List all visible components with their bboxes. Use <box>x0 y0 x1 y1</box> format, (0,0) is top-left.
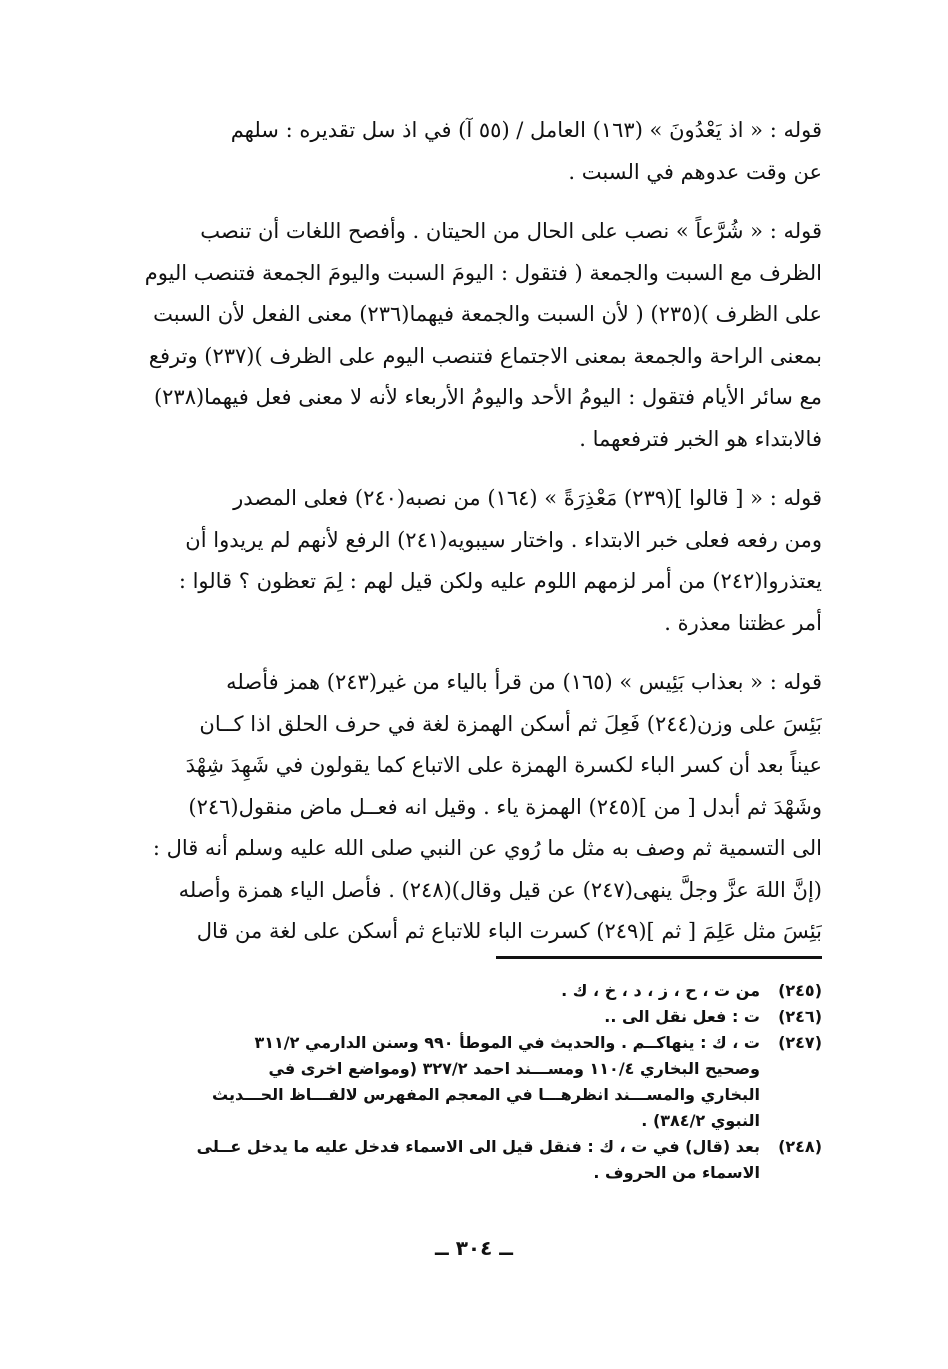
text-line: بمعنى الراحة والجمعة بمعنى الاجتماع فتنصب اليوم على الظرف )(٢٣٧) وترفع <box>148 343 822 368</box>
paragraph <box>118 662 822 953</box>
text-line: الظرف مع السبت والجمعة ( فتقول : اليومَ السبت واليومَ الجمعة فتنصب اليوم <box>144 260 822 285</box>
footnote-text <box>118 978 760 1004</box>
paragraph <box>118 211 822 460</box>
text-line: بَئِسَ على وزن(٢٤٤) فَعِلَ ثم أسكن الهمزة لغة في حرف الحلق اذا كــان <box>199 711 822 736</box>
text-line: فالابتداء هو الخبر فترفعهما . <box>579 426 822 451</box>
footnote-line: ت ، ك : ينهاكــم . والحديث في الموطأ ٩٩٠ وسنن الدارمي ٣١١/٢ <box>254 1033 760 1052</box>
text-line: الى التسمية ثم وصف به مثل ما رُوي عن النبي صلى الله عليه وسلم أنه قال : <box>152 836 822 860</box>
footnote-text <box>118 1134 760 1186</box>
main-text <box>118 110 822 953</box>
text-line: قوله : « اذ يَعْدُونَ » (١٦٣) العامل / (٥٥ آ) في اذ سل تقديره : سلهم <box>230 118 822 142</box>
footnote <box>118 978 822 1004</box>
text-line: مع سائر الأيام فتقول : اليومُ الأحد واليومُ الأربعاء لأنه لا معنى فعل فيهما(٢٣٨) <box>153 385 822 409</box>
text-line: (إنَّ اللهَ عزَّ وجلَّ ينهى(٢٤٧) عن قيل وقال)(٢٤٨) . فأصل الياء همزة وأصله <box>178 877 822 902</box>
footnote-line: النبوي ٣٨٤/٢) . <box>641 1111 760 1130</box>
text-line: أمر عظتنا معذرة . <box>664 610 822 635</box>
footnote-number: (٢٤٦) <box>778 1007 822 1026</box>
footnote-line: وصحيح البخاري ١١٠/٤ ومســـند احمد ٣٢٧/٢ (ومواضع اخرى في <box>268 1059 760 1078</box>
footnote-separator <box>496 956 822 959</box>
text-line: وشَهْدَ ثم أبدل [ من ](٢٤٥) الهمزة ياء . وقيل انه فعــل ماض منقول(٢٤٦) <box>188 794 822 819</box>
paragraph <box>118 478 822 644</box>
footnote-line: ت : فعل نقل الى .. <box>604 1007 760 1026</box>
footnote <box>118 1134 822 1186</box>
text-line: على الظرف )(٢٣٥) ( لأن السبت والجمعة فيهما(٢٣٦) معنى الفعل لأن السبت <box>153 302 822 326</box>
text-line: قوله : « [ قالوا ](٢٣٩) مَعْذِرَةً » (١٦٤) من نصبه(٢٤٠) فعلى المصدر <box>233 486 822 510</box>
footnote <box>118 1030 822 1134</box>
text-line: قوله : « شُرَّعاً » نصب على الحال من الحيتان . وأفصح اللغات أن تنصب <box>200 219 822 243</box>
page-number: ــ ٣٠٤ ــ <box>435 1236 513 1260</box>
footnote-line: الاسماء من الحروف . <box>593 1163 760 1182</box>
footnote <box>118 1004 822 1030</box>
text-line: ومن رفعه فعلى خبر الابتداء . واختار سيبويه(٢٤١) الرفع لأنهم لم يريدوا أن <box>185 527 822 552</box>
text-line: بَئِسَ مثل عَلِمَ [ ثم ](٢٤٩) كسرت الباء للاتباع ثم أسكن على لغة من قال <box>196 919 822 943</box>
footnote-number: (٢٤٧) <box>778 1033 822 1052</box>
text-line: يعتذروا(٢٤٢) من أمر لزمهم اللوم عليه ولكن قيل لهم : لِمَ تعظون ؟ قالوا : <box>178 569 822 593</box>
footnote-number: (٢٤٥) <box>778 981 822 1000</box>
footnote-number: (٢٤٨) <box>778 1137 822 1156</box>
footnote-line: من ت ، ح ، ز ، د ، خ ، ك . <box>561 981 760 1000</box>
footnote-line: البخاري والمســـند انظرهـــا في المعجم المفهرس لالفـــاظ الحـــديث <box>212 1085 760 1104</box>
text-line: قوله : « بعذاب بَئِيس » (١٦٥) من قرأ بالياء من غير(٢٤٣) همز فأصله <box>226 670 822 694</box>
text-line: عيناً بعد أن كسر الباء لكسرة الهمزة على الاتباع كما يقولون في شَهِدَ شِهْدَ <box>185 753 822 777</box>
footnote-text <box>118 1004 760 1030</box>
footnote-line: بعد (قال) في ت ، ك : فنقل قيل الى الاسماء فدخل عليه ما يدخل عــلى <box>196 1137 760 1156</box>
footnotes <box>118 978 822 1186</box>
paragraph <box>118 110 822 193</box>
footnote-text <box>118 1030 760 1134</box>
text-line: عن وقت عدوهم في السبت . <box>568 159 822 184</box>
